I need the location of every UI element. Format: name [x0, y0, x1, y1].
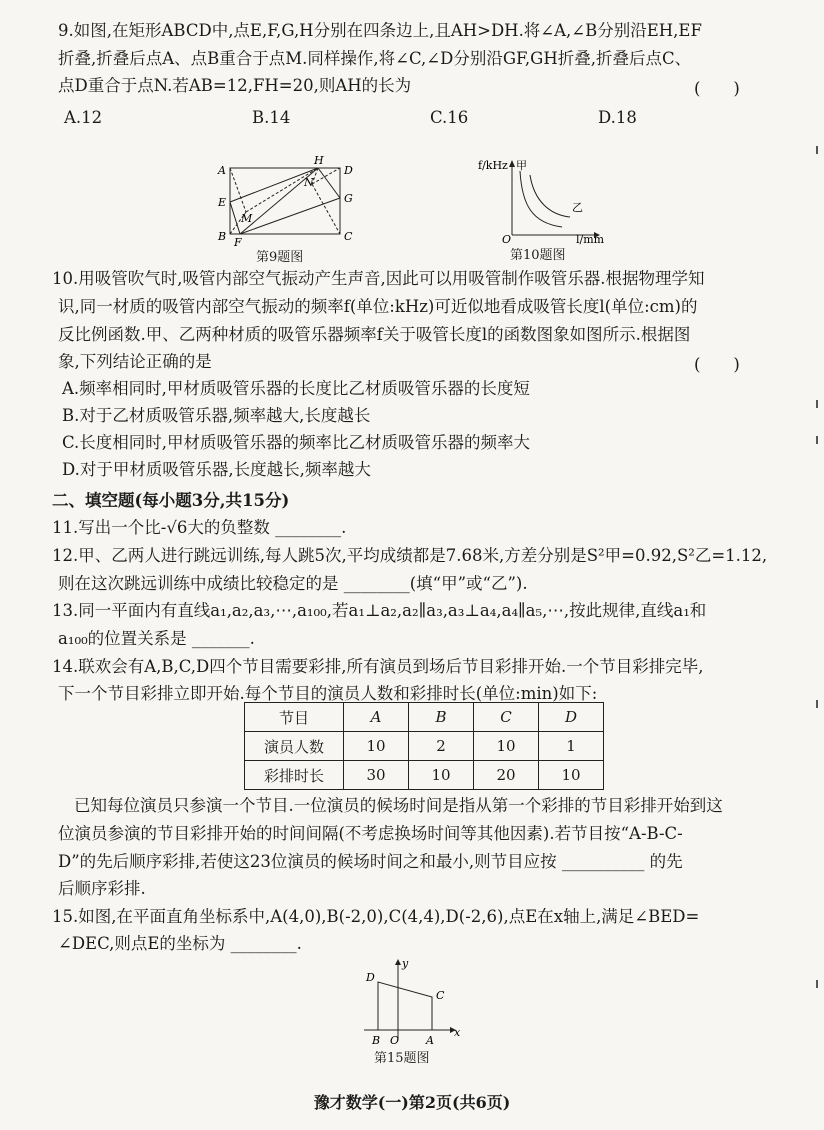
q14-line1: 14.联欢会有A,B,C,D四个节目需要彩排,所有演员到场后节目彩排开始.一个节目彩排完毕,	[52, 657, 704, 676]
label-f: F	[234, 236, 242, 248]
label-e: E	[218, 196, 227, 209]
y-axis-arrow	[509, 160, 515, 167]
dashed-nd	[312, 168, 340, 184]
q9-option-c: C.16	[430, 108, 469, 127]
q9-option-a: A.12	[64, 108, 103, 127]
q15-line1: 15.如图,在平面直角坐标系中,A(4,0),B(-2,0),C(4,4),D(-2,6),点E在x轴上,满足∠BED=	[52, 907, 700, 926]
curve-jia	[520, 171, 562, 227]
label-n: N	[304, 176, 314, 189]
q15-line2: ∠DEC,则点E的坐标为 ________.	[58, 934, 302, 953]
label-x: x	[454, 1026, 461, 1039]
q9-option-d: D.18	[598, 108, 637, 127]
table-cell: 10	[409, 761, 474, 790]
table-row	[245, 761, 604, 790]
q14-line6: 后顺序彩排.	[58, 879, 146, 898]
q10-line2: 识,同一材质的吸管内部空气振动的频率f(单位:kHz)可近似地看成吸管长度l(单位:cm)的	[58, 297, 698, 316]
table-cell: 彩排时长	[245, 761, 344, 790]
q10-line3: 反比例函数.甲、乙两种材质的吸管乐器频率f关于吸管长度l的函数图象如图所示.根据图	[58, 325, 691, 344]
q10-option-a: A.频率相同时,甲材质吸管乐器的长度比乙材质吸管乐器的长度短	[62, 379, 530, 398]
fold-line-gf	[240, 198, 340, 234]
section-heading-fill-in: 二、填空题(每小题3分,共15分)	[52, 491, 290, 510]
label-b: B	[372, 1034, 381, 1047]
q15-figure-caption: 第15题图	[374, 1051, 430, 1066]
q9-line3: 点D重合于点N.若AB=12,FH=20,则AH的长为	[58, 76, 412, 95]
q9-option-b: B.14	[252, 108, 291, 127]
q9-line1: 9.如图,在矩形ABCD中,点E,F,G,H分别在四条边上,且AH>DH.将∠A,∠B分别沿EH,EF	[58, 21, 702, 40]
q14-line4: 位演员参演的节目彩排开始的时间间隔(不考虑换场时间等其他因素).若节目按“A-B-C-	[58, 824, 683, 843]
label-d: D	[366, 971, 375, 984]
table-cell: 10	[344, 732, 409, 761]
label-c: C	[436, 989, 445, 1002]
binding-mark	[816, 700, 818, 708]
curve-yi	[530, 175, 570, 217]
origin-label: O	[502, 233, 512, 245]
label-y: y	[402, 957, 409, 970]
table-header-cell: C	[474, 703, 539, 732]
label-m: M	[241, 212, 253, 225]
binding-mark	[816, 980, 818, 988]
fold-line-gh	[318, 168, 340, 198]
q10-figure	[470, 155, 610, 245]
fold-line-ef	[230, 202, 240, 234]
q9-line2: 折叠,折叠后点A、点B重合于点M.同样操作,将∠C,∠D分别沿GF,GH折叠,折叠后点C、	[58, 49, 692, 68]
quadrilateral-bdca	[378, 982, 432, 1030]
q10-answer-paren: ( )	[694, 355, 740, 374]
rehearsal-table	[244, 702, 604, 790]
y-axis-arrow	[395, 959, 401, 965]
x-axis-label: l/mm	[576, 233, 605, 245]
table-cell: 演员人数	[245, 732, 344, 761]
label-a: A	[426, 1034, 434, 1047]
table-header-cell: 节目	[245, 703, 344, 732]
q12-line1: 12.甲、乙两人进行跳远训练,每人跳5次,平均成绩都是7.68米,方差分别是S²甲=0.92,S²乙=1.12,	[52, 546, 768, 565]
q10-line1: 10.用吸管吹气时,吸管内部空气振动产生声音,因此可以用吸管制作吸管乐器.根据物理学知	[52, 269, 705, 288]
q14-line3: 已知每位演员只参演一个节目.一位演员的候场时间是指从第一个彩排的节目彩排开始到这	[74, 796, 723, 815]
binding-mark	[816, 436, 818, 444]
table-cell: 10	[474, 732, 539, 761]
table-header-row	[245, 703, 604, 732]
table-header-cell: D	[539, 703, 604, 732]
table-header-cell: A	[344, 703, 409, 732]
q10-line4: 象,下列结论正确的是	[58, 352, 212, 371]
dashed-am	[230, 168, 246, 212]
label-h: H	[314, 154, 324, 167]
y-axis-label: f/kHz	[478, 159, 508, 172]
q13-line1: 13.同一平面内有直线a₁,a₂,a₃,⋯,a₁₀₀,若a₁⊥a₂,a₂∥a₃,a₃⊥a₄,a₄∥a₅,⋯,按此规律,直线a₁和	[52, 601, 707, 620]
q9-figure	[210, 150, 360, 248]
q9-answer-paren: ( )	[694, 79, 740, 98]
q10-figure-caption: 第10题图	[510, 248, 566, 263]
q9-figure-caption: 第9题图	[256, 250, 304, 265]
table-cell: 30	[344, 761, 409, 790]
label-b: B	[218, 230, 227, 243]
q10-option-b: B.对于乙材质吸管乐器,频率越大,长度越长	[62, 406, 371, 425]
label-c: C	[344, 230, 353, 243]
binding-mark	[816, 400, 818, 408]
dashed-mh	[246, 168, 318, 212]
label-d: D	[344, 164, 353, 177]
binding-mark	[816, 146, 818, 154]
q10-option-d: D.对于甲材质吸管乐器,长度越长,频率越大	[62, 460, 371, 479]
q14-line2: 下一个节目彩排立即开始.每个节目的演员人数和彩排时长(单位:min)如下:	[58, 684, 598, 703]
table-cell: 10	[539, 761, 604, 790]
table-row	[245, 732, 604, 761]
label-g: G	[344, 192, 353, 205]
page-footer: 豫才数学(一)第2页(共6页)	[313, 1093, 511, 1112]
label-a: A	[218, 164, 226, 177]
q12-line2: 则在这次跳远训练中成绩比较稳定的是 ________(填“甲”或“乙”).	[58, 574, 528, 593]
table-cell: 2	[409, 732, 474, 761]
label-o: O	[390, 1034, 400, 1047]
table-cell: 1	[539, 732, 604, 761]
table-cell: 20	[474, 761, 539, 790]
label-jia: 甲	[516, 159, 527, 172]
q11-text: 11.写出一个比-√6大的负整数 ________.	[52, 518, 347, 537]
table-header-cell: B	[409, 703, 474, 732]
q14-line5: D”的先后顺序彩排,若使这23位演员的候场时间之和最小,则节目应按 __________ 的先	[58, 852, 683, 871]
label-yi: 乙	[572, 201, 583, 214]
q15-figure	[354, 955, 464, 1047]
q10-option-c: C.长度相同时,甲材质吸管乐器的频率比乙材质吸管乐器的频率大	[62, 433, 531, 452]
q13-line2: a₁₀₀的位置关系是 _______.	[58, 629, 255, 648]
